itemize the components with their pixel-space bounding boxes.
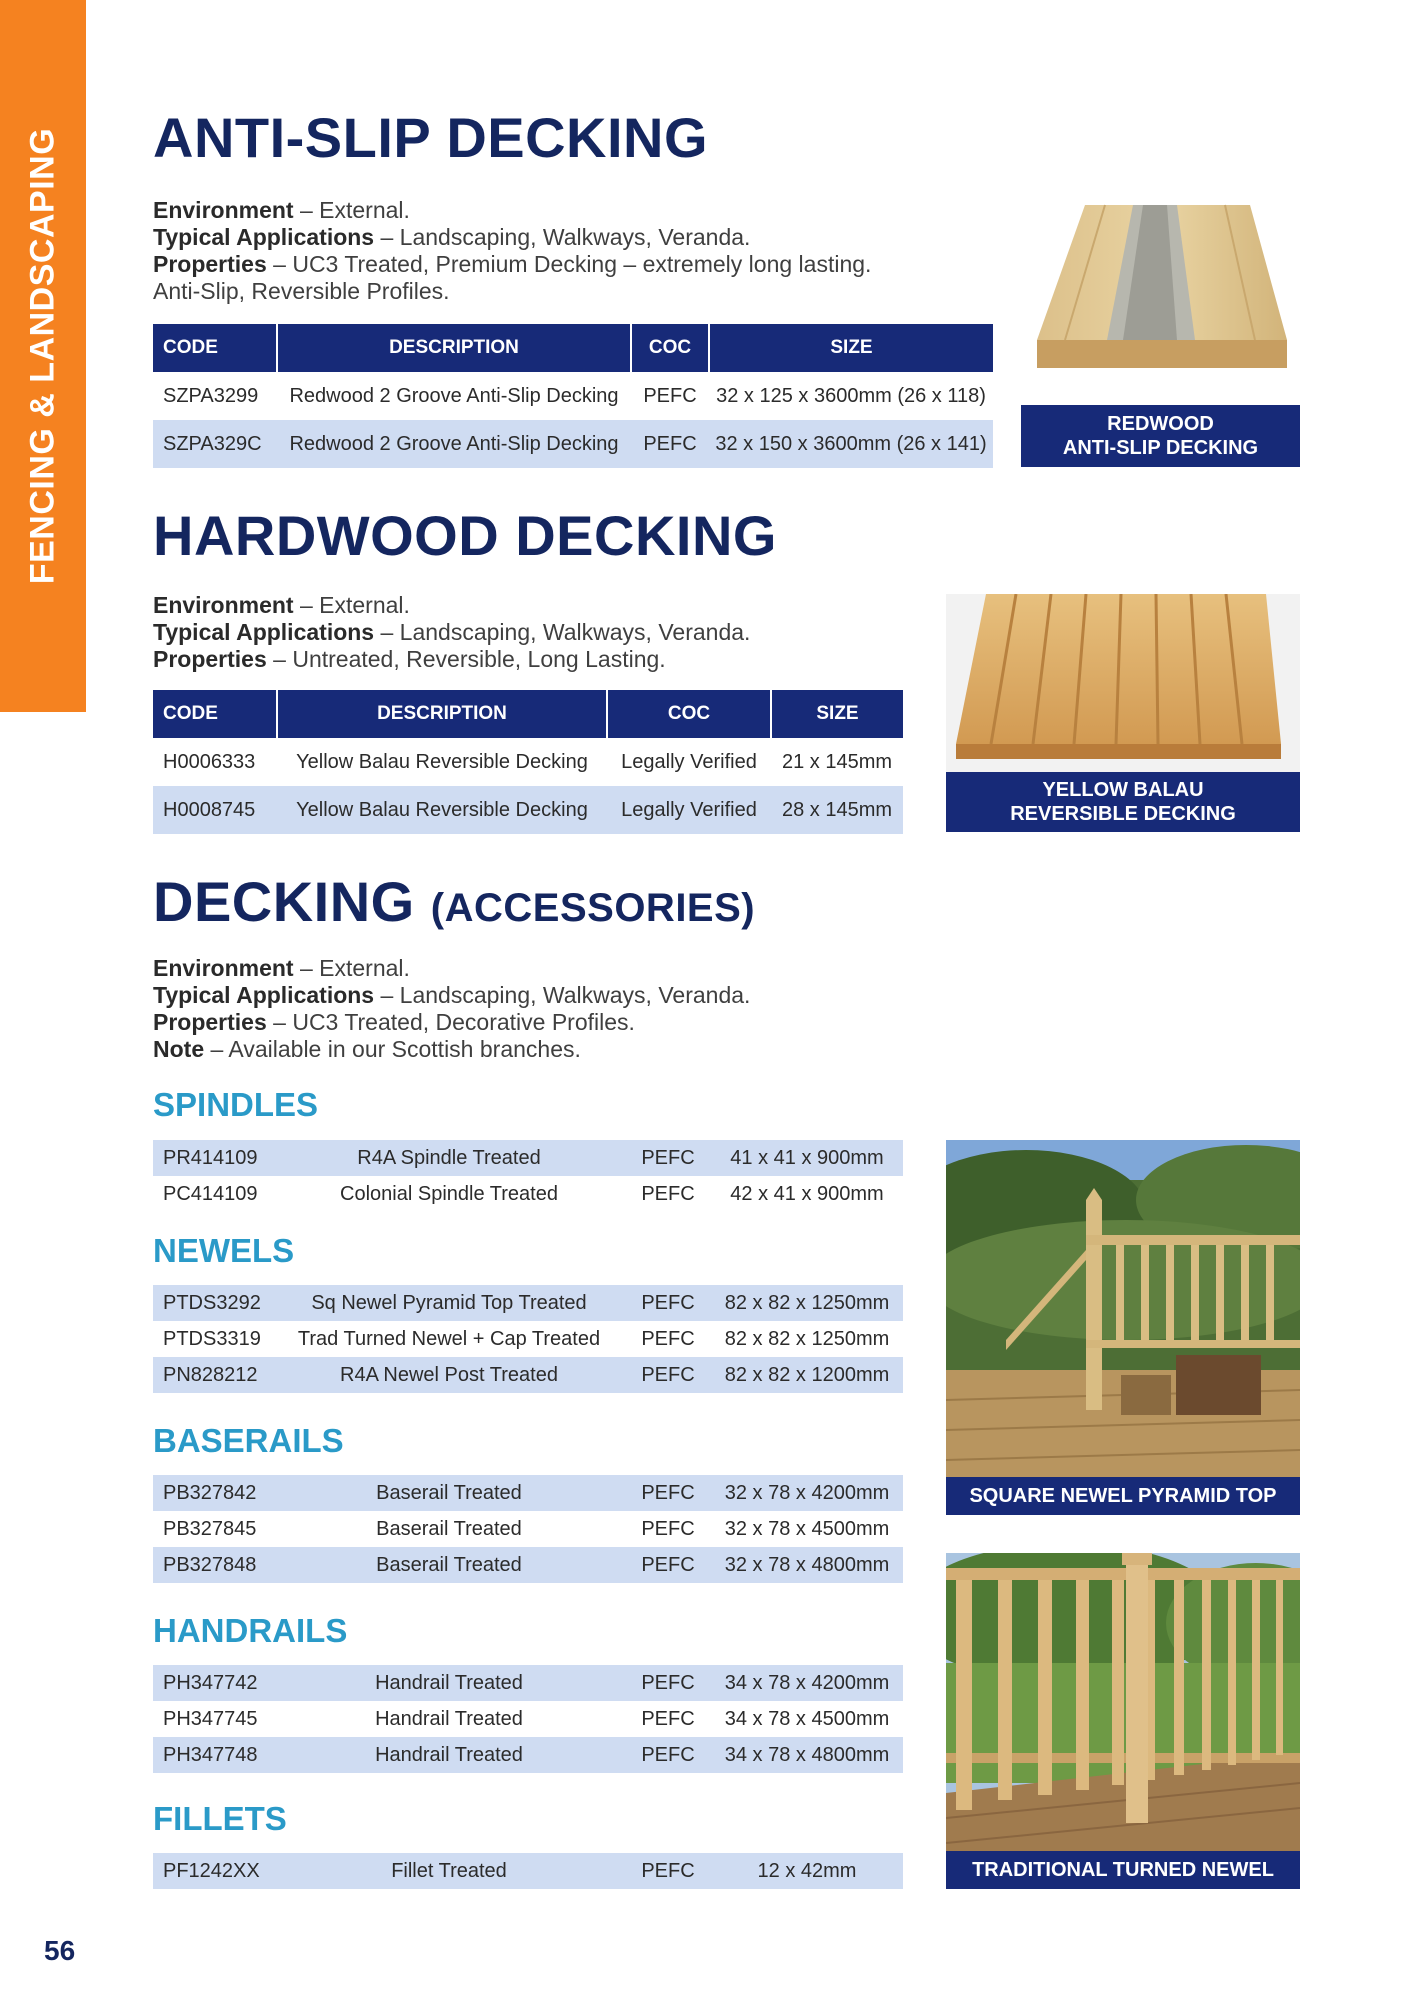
fillets-heading: FILLETS	[153, 1800, 287, 1837]
table-row: PTDS3319 Trad Turned Newel + Cap Treated PEFC 82 x 82 x 1250mm	[163, 1327, 890, 1350]
spindles-heading: SPINDLES	[153, 1086, 319, 1123]
baserails-table	[153, 1475, 903, 1583]
table-row: SZPA329C Redwood 2 Groove Anti-Slip Decking PEFC 32 x 150 x 3600mm (26 x 141)	[153, 420, 993, 468]
section-tab	[0, 0, 86, 712]
table-row: PH347748 Handrail Treated PEFC 34 x 78 x 4800mm	[153, 1737, 903, 1773]
table-row: PB327842 Baserail Treated PEFC 32 x 78 x 4200mm	[153, 1475, 903, 1511]
hardwood-title: HARDWOOD DECKING	[153, 504, 777, 567]
accessories-title: DECKING (ACCESSORIES)	[153, 870, 756, 933]
yellow-balau-image-caption: YELLOW BALAU REVERSIBLE DECKING	[946, 772, 1300, 832]
table-row: PH347745 Handrail Treated PEFC 34 x 78 x 4500mm	[163, 1707, 890, 1730]
table-row: PR414109 R4A Spindle Treated PEFC 41 x 41 x 900mm	[153, 1140, 903, 1176]
hardwood-info: Environment – External. Typical Applications – Landscaping, Walkways, Veranda. Properties – Untreated, Reversible, Long Lasting.	[153, 592, 751, 672]
table-row: PH347742 Handrail Treated PEFC 34 x 78 x 4200mm	[153, 1665, 903, 1701]
section-tab-label: FENCING & LANDSCAPING	[23, 127, 62, 585]
handrails-table	[153, 1665, 903, 1773]
table-header-row: CODE DESCRIPTION COC SIZE	[153, 690, 903, 738]
spindles-table	[153, 1140, 903, 1212]
newels-table	[153, 1285, 903, 1393]
anti-slip-table	[153, 324, 993, 468]
table-row: PF1242XX Fillet Treated PEFC 12 x 42mm	[153, 1853, 903, 1889]
redwood-decking-image	[1025, 200, 1300, 380]
yellow-balau-decking-image	[946, 594, 1300, 774]
anti-slip-title: ANTI-SLIP DECKING	[153, 106, 709, 169]
table-row: PC414109 Colonial Spindle Treated PEFC 42 x 41 x 900mm	[163, 1182, 884, 1205]
table-row: PTDS3292 Sq Newel Pyramid Top Treated PEFC 82 x 82 x 1250mm	[153, 1285, 903, 1321]
redwood-image-caption: REDWOOD ANTI-SLIP DECKING	[1021, 405, 1300, 467]
square-newel-caption: SQUARE NEWEL PYRAMID TOP	[946, 1477, 1300, 1515]
table-header-row: CODE DESCRIPTION COC SIZE	[153, 324, 993, 372]
newels-heading: NEWELS	[153, 1232, 295, 1269]
table-row: PB327848 Baserail Treated PEFC 32 x 78 x 4800mm	[153, 1547, 903, 1583]
accessories-info: Environment – External. Typical Applications – Landscaping, Walkways, Veranda. Properties – UC3 Treated, Decorative Profiles. Note – Available in our Scottish branches.	[153, 955, 751, 1062]
anti-slip-info: Environment – External. Typical Applications – Landscaping, Walkways, Veranda. Properties – UC3 Treated, Premium Decking – extremely long lasting. Anti-Slip, Reversible Profiles.	[153, 197, 872, 304]
handrails-heading: HANDRAILS	[153, 1612, 348, 1649]
square-newel-photo	[946, 1140, 1300, 1480]
turned-newel-photo	[946, 1553, 1300, 1853]
table-row: PN828212 R4A Newel Post Treated PEFC 82 x 82 x 1200mm	[153, 1357, 903, 1393]
page-number: 56	[44, 1935, 76, 1966]
table-row: PB327845 Baserail Treated PEFC 32 x 78 x 4500mm	[163, 1517, 890, 1540]
turned-newel-caption: TRADITIONAL TURNED NEWEL	[946, 1851, 1300, 1889]
baserails-heading: BASERAILS	[153, 1422, 344, 1459]
hardwood-table	[153, 690, 903, 834]
table-row: H0006333 Yellow Balau Reversible Decking Legally Verified 21 x 145mm	[163, 750, 893, 773]
table-row: SZPA3299 Redwood 2 Groove Anti-Slip Decking PEFC 32 x 125 x 3600mm (26 x 118)	[163, 384, 986, 407]
fillets-table	[153, 1853, 903, 1889]
table-row: H0008745 Yellow Balau Reversible Decking Legally Verified 28 x 145mm	[153, 786, 903, 834]
